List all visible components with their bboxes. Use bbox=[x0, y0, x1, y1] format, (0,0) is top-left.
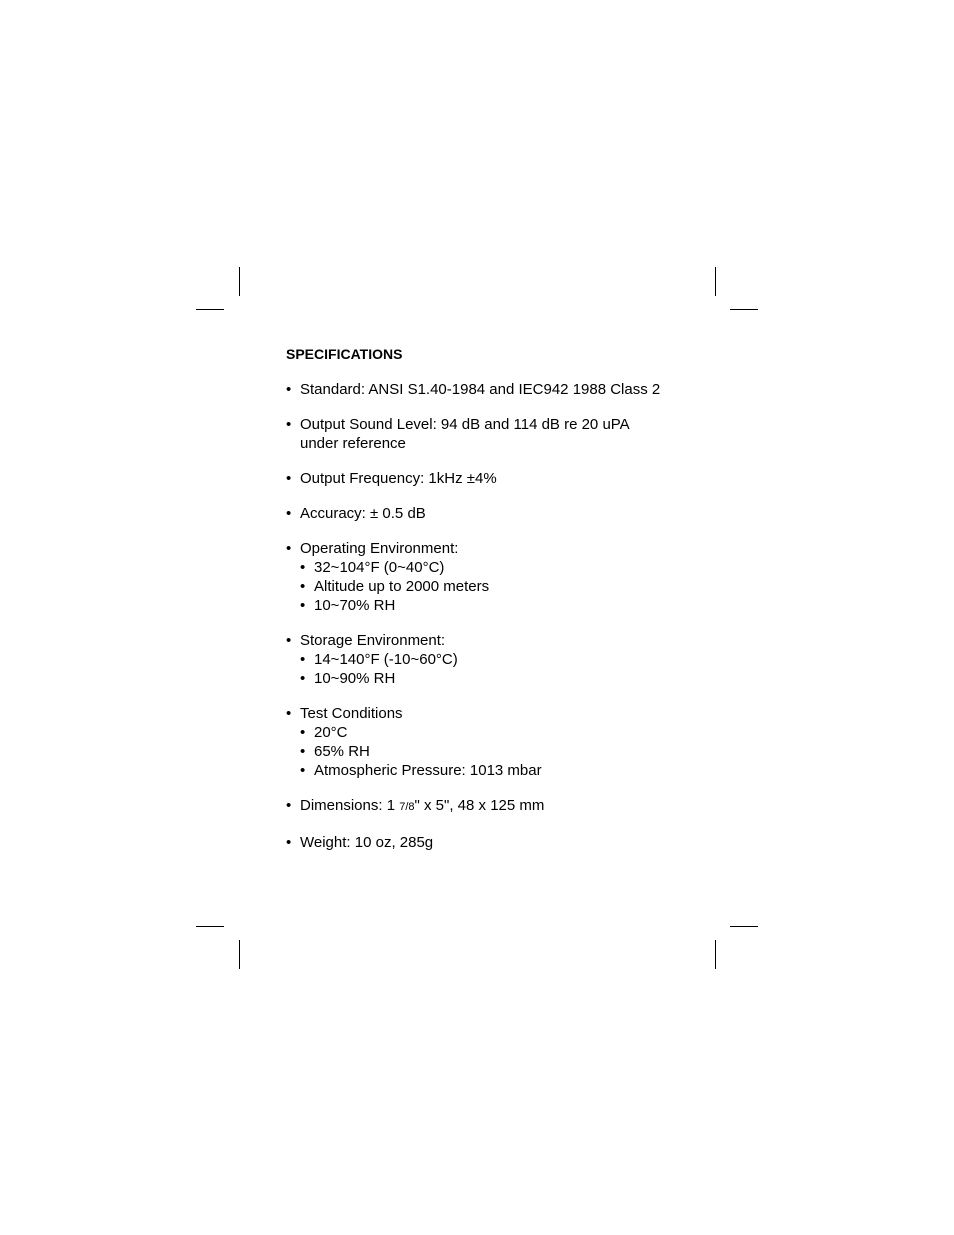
sub-list-item: • 32~104°F (0~40°C) bbox=[300, 558, 706, 577]
specifications-section bbox=[286, 345, 706, 868]
spec-output-frequency bbox=[286, 469, 706, 488]
spec-test-conditions bbox=[286, 704, 706, 780]
spec-weight bbox=[286, 833, 706, 852]
spec-output-frequency-text: Output Frequency: 1kHz ±4% bbox=[300, 470, 497, 487]
crop-mark-bottom-right-vertical bbox=[715, 940, 716, 969]
sub-list-item: • Altitude up to 2000 meters bbox=[300, 577, 706, 596]
spec-storage-environment-label: • Storage Environment: bbox=[300, 632, 446, 649]
sub-list-item: • 10~70% RH bbox=[300, 596, 706, 615]
test-conditions-sublist bbox=[300, 723, 706, 780]
crop-mark-bottom-left-vertical bbox=[239, 940, 240, 969]
spec-operating-environment-label: • Operating Environment: bbox=[300, 540, 459, 557]
spec-test-conditions-label: • Test Conditions bbox=[300, 705, 403, 722]
spec-list bbox=[286, 380, 706, 852]
crop-mark-top-left-vertical bbox=[239, 267, 240, 296]
spec-dimensions bbox=[286, 796, 706, 817]
sub-list-item: • 65% RH bbox=[300, 742, 706, 761]
operating-environment-sublist bbox=[300, 558, 706, 615]
spec-dimensions-suffix: " x 5", 48 x 125 mm bbox=[414, 797, 545, 814]
spec-dimensions-prefix: Dimensions: 1 bbox=[300, 797, 400, 814]
spec-output-sound-level-line2: under reference bbox=[300, 435, 406, 452]
sub-list-item: • 14~140°F (-10~60°C) bbox=[300, 650, 706, 669]
spec-dimensions-fraction: 7/8 bbox=[399, 801, 415, 813]
spec-standard bbox=[286, 380, 706, 399]
storage-environment-sublist bbox=[300, 650, 706, 688]
crop-mark-top-right-vertical bbox=[715, 267, 716, 296]
sub-list-item: • Atmospheric Pressure: 1013 mbar bbox=[300, 761, 706, 780]
spec-operating-environment bbox=[286, 539, 706, 615]
crop-mark-bottom-right-horizontal bbox=[730, 926, 758, 927]
spec-accuracy-text: Accuracy: ± 0.5 dB bbox=[300, 505, 426, 522]
crop-mark-top-right-horizontal bbox=[730, 309, 758, 310]
spec-accuracy bbox=[286, 504, 706, 523]
crop-mark-top-left-horizontal bbox=[196, 309, 224, 310]
spec-standard-text: Standard: ANSI S1.40-1984 and IEC942 1988 Class 2 bbox=[300, 381, 661, 398]
spec-weight-text: Weight: 10 oz, 285g bbox=[300, 834, 434, 851]
section-title: SPECIFICATIONS bbox=[286, 346, 403, 362]
sub-list-item: • 20°C bbox=[300, 723, 706, 742]
spec-output-sound-level bbox=[286, 415, 706, 453]
spec-output-sound-level-line1: • Output Sound Level: 94 dB and 114 dB re 20 uPA bbox=[300, 416, 630, 433]
spec-storage-environment bbox=[286, 631, 706, 688]
sub-list-item: • 10~90% RH bbox=[300, 669, 706, 688]
crop-mark-bottom-left-horizontal bbox=[196, 926, 224, 927]
